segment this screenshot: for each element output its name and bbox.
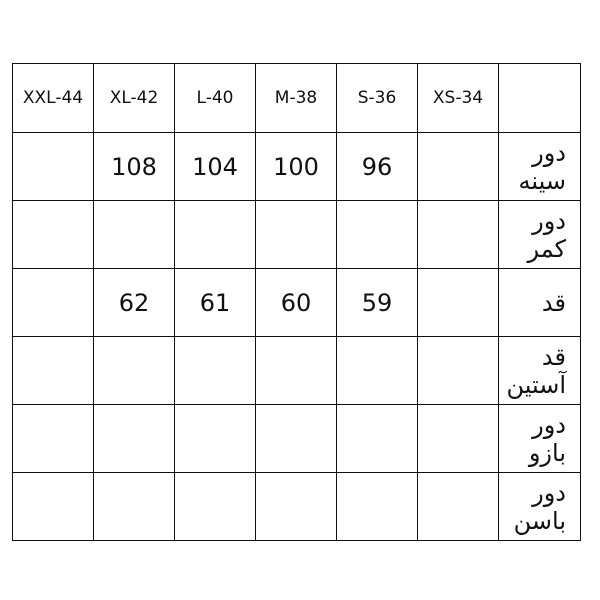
value-cell xyxy=(175,201,256,269)
value-cell xyxy=(13,473,94,541)
row-label: قد xyxy=(499,269,581,337)
value-cell xyxy=(418,269,499,337)
size-table xyxy=(12,63,581,541)
value-cell xyxy=(94,405,175,473)
row-label: دور کمر xyxy=(499,201,581,269)
size-chart xyxy=(12,63,581,541)
value-cell: 61 xyxy=(175,269,256,337)
row-label: دور سینه xyxy=(499,133,581,201)
value-cell xyxy=(337,337,418,405)
value-cell xyxy=(418,133,499,201)
value-cell xyxy=(256,201,337,269)
table-row xyxy=(13,133,581,201)
value-cell: 100 xyxy=(256,133,337,201)
value-cell xyxy=(13,269,94,337)
header-row xyxy=(13,64,581,133)
value-cell xyxy=(256,473,337,541)
value-cell xyxy=(256,405,337,473)
size-header-xs: XS-34 xyxy=(418,64,499,133)
row-label: دور بازو xyxy=(499,405,581,473)
value-cell xyxy=(337,405,418,473)
value-cell xyxy=(175,337,256,405)
value-cell xyxy=(256,337,337,405)
value-cell xyxy=(13,201,94,269)
value-cell: 96 xyxy=(337,133,418,201)
value-cell: 59 xyxy=(337,269,418,337)
value-cell: 62 xyxy=(94,269,175,337)
value-cell xyxy=(94,201,175,269)
row-label: دور باسن xyxy=(499,473,581,541)
value-cell xyxy=(175,405,256,473)
value-cell xyxy=(418,405,499,473)
value-cell: 60 xyxy=(256,269,337,337)
size-header-s: S-36 xyxy=(337,64,418,133)
value-cell xyxy=(418,337,499,405)
value-cell xyxy=(13,405,94,473)
size-header-m: M-38 xyxy=(256,64,337,133)
value-cell: 108 xyxy=(94,133,175,201)
value-cell xyxy=(94,473,175,541)
value-cell xyxy=(418,473,499,541)
size-header-xxl: XXL-44 xyxy=(13,64,94,133)
value-cell xyxy=(418,201,499,269)
value-cell xyxy=(337,201,418,269)
value-cell xyxy=(94,337,175,405)
corner-cell xyxy=(499,64,581,133)
value-cell xyxy=(13,133,94,201)
table-row xyxy=(13,337,581,405)
table-row xyxy=(13,269,581,337)
value-cell xyxy=(175,473,256,541)
table-row xyxy=(13,201,581,269)
table-row xyxy=(13,473,581,541)
size-header-l: L-40 xyxy=(175,64,256,133)
table-row xyxy=(13,405,581,473)
value-cell xyxy=(337,473,418,541)
row-label: قد آستین xyxy=(499,337,581,405)
value-cell: 104 xyxy=(175,133,256,201)
value-cell xyxy=(13,337,94,405)
size-header-xl: XL-42 xyxy=(94,64,175,133)
